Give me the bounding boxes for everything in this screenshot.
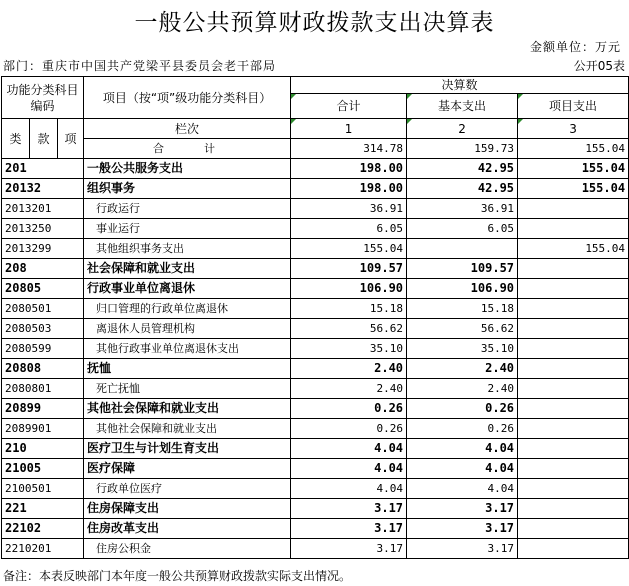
row-basic: 42.95 bbox=[407, 159, 518, 179]
row-name: 行政运行 bbox=[84, 199, 291, 219]
header-xiang: 项 bbox=[58, 119, 84, 159]
header-project: 项目支出 bbox=[518, 94, 629, 119]
row-total: 0.26 bbox=[291, 419, 407, 439]
row-code: 2013250 bbox=[2, 219, 84, 239]
row-total: 4.04 bbox=[291, 439, 407, 459]
row-project bbox=[518, 399, 629, 419]
row-project bbox=[518, 379, 629, 399]
table-row bbox=[2, 179, 629, 199]
expenditure-table-wrapper bbox=[1, 76, 628, 559]
row-name: 住房保障支出 bbox=[84, 499, 291, 519]
row-code: 22102 bbox=[2, 519, 84, 539]
header-item: 项目（按“项”级功能分类科目） bbox=[84, 77, 291, 119]
table-row bbox=[2, 419, 629, 439]
row-project bbox=[518, 439, 629, 459]
row-total: 15.18 bbox=[291, 299, 407, 319]
row-basic: 3.17 bbox=[407, 539, 518, 559]
row-project bbox=[518, 499, 629, 519]
row-basic: 2.40 bbox=[407, 359, 518, 379]
table-row bbox=[2, 259, 629, 279]
table-row bbox=[2, 459, 629, 479]
row-name: 住房改革支出 bbox=[84, 519, 291, 539]
row-total: 2.40 bbox=[291, 379, 407, 399]
total-project: 155.04 bbox=[518, 139, 629, 159]
row-total: 3.17 bbox=[291, 499, 407, 519]
row-code: 221 bbox=[2, 499, 84, 519]
row-name: 其他组织事务支出 bbox=[84, 239, 291, 259]
row-name: 其他社会保障和就业支出 bbox=[84, 419, 291, 439]
row-project bbox=[518, 339, 629, 359]
table-row bbox=[2, 319, 629, 339]
row-basic: 6.05 bbox=[407, 219, 518, 239]
header-lanci: 栏次 bbox=[84, 119, 291, 139]
table-row bbox=[2, 499, 629, 519]
total-row bbox=[2, 139, 629, 159]
row-project bbox=[518, 479, 629, 499]
row-code: 2089901 bbox=[2, 419, 84, 439]
form-number: 公开05表 bbox=[573, 59, 625, 73]
row-name: 其他行政事业单位离退休支出 bbox=[84, 339, 291, 359]
row-total: 106.90 bbox=[291, 279, 407, 299]
header-row-3 bbox=[2, 119, 629, 139]
row-basic: 15.18 bbox=[407, 299, 518, 319]
row-basic: 35.10 bbox=[407, 339, 518, 359]
row-code: 2080599 bbox=[2, 339, 84, 359]
row-code: 210 bbox=[2, 439, 84, 459]
row-project bbox=[518, 299, 629, 319]
row-name: 一般公共服务支出 bbox=[84, 159, 291, 179]
header-kuan: 款 bbox=[30, 119, 58, 159]
row-project bbox=[518, 319, 629, 339]
row-code: 208 bbox=[2, 259, 84, 279]
row-basic: 109.57 bbox=[407, 259, 518, 279]
row-total: 3.17 bbox=[291, 519, 407, 539]
table-row bbox=[2, 359, 629, 379]
row-project bbox=[518, 199, 629, 219]
row-name: 医疗卫生与计划生育支出 bbox=[84, 439, 291, 459]
unit-label: 金额单位：万元 bbox=[529, 40, 621, 54]
table-row bbox=[2, 479, 629, 499]
table-row bbox=[2, 159, 629, 179]
table-row bbox=[2, 399, 629, 419]
table-row bbox=[2, 239, 629, 259]
department-label: 部门：重庆市中国共产党梁平县委员会老干部局 bbox=[3, 59, 277, 73]
row-project bbox=[518, 259, 629, 279]
total-sum: 314.78 bbox=[291, 139, 407, 159]
row-code: 2013299 bbox=[2, 239, 84, 259]
row-basic: 3.17 bbox=[407, 499, 518, 519]
row-name: 归口管理的行政单位离退休 bbox=[84, 299, 291, 319]
row-total: 0.26 bbox=[291, 399, 407, 419]
row-name: 行政单位医疗 bbox=[84, 479, 291, 499]
row-total: 4.04 bbox=[291, 479, 407, 499]
row-total: 109.57 bbox=[291, 259, 407, 279]
table-row bbox=[2, 219, 629, 239]
row-basic: 2.40 bbox=[407, 379, 518, 399]
row-project bbox=[518, 219, 629, 239]
row-total: 6.05 bbox=[291, 219, 407, 239]
header-row-1 bbox=[2, 77, 629, 94]
row-name: 事业运行 bbox=[84, 219, 291, 239]
row-code: 2080501 bbox=[2, 299, 84, 319]
row-code: 201 bbox=[2, 159, 84, 179]
row-basic: 0.26 bbox=[407, 419, 518, 439]
row-total: 155.04 bbox=[291, 239, 407, 259]
row-code: 20132 bbox=[2, 179, 84, 199]
row-basic: 3.17 bbox=[407, 519, 518, 539]
row-code: 2013201 bbox=[2, 199, 84, 219]
row-name: 组织事务 bbox=[84, 179, 291, 199]
row-project bbox=[518, 539, 629, 559]
row-basic: 106.90 bbox=[407, 279, 518, 299]
row-basic: 4.04 bbox=[407, 479, 518, 499]
row-code: 20805 bbox=[2, 279, 84, 299]
row-total: 56.62 bbox=[291, 319, 407, 339]
row-project: 155.04 bbox=[518, 159, 629, 179]
row-project bbox=[518, 419, 629, 439]
table-row bbox=[2, 379, 629, 399]
header-lei: 类 bbox=[2, 119, 30, 159]
row-code: 2080503 bbox=[2, 319, 84, 339]
table-row bbox=[2, 439, 629, 459]
footnote: 备注：本表反映部门本年度一般公共预算财政拨款实际支出情况。 bbox=[3, 569, 352, 583]
header-final: 决算数 bbox=[291, 77, 629, 94]
row-name: 离退休人员管理机构 bbox=[84, 319, 291, 339]
total-basic: 159.73 bbox=[407, 139, 518, 159]
report-title: 一般公共预算财政拨款支出决算表 bbox=[134, 10, 495, 36]
row-basic: 4.04 bbox=[407, 459, 518, 479]
table-row bbox=[2, 199, 629, 219]
header-func-code: 功能分类科目编码 bbox=[2, 77, 84, 119]
row-project bbox=[518, 459, 629, 479]
row-total: 3.17 bbox=[291, 539, 407, 559]
row-project bbox=[518, 359, 629, 379]
row-total: 35.10 bbox=[291, 339, 407, 359]
header-col-2: 2 bbox=[407, 119, 518, 139]
row-name: 医疗保障 bbox=[84, 459, 291, 479]
row-basic: 36.91 bbox=[407, 199, 518, 219]
row-name: 抚恤 bbox=[84, 359, 291, 379]
row-total: 2.40 bbox=[291, 359, 407, 379]
row-code: 2100501 bbox=[2, 479, 84, 499]
row-project: 155.04 bbox=[518, 239, 629, 259]
table-row bbox=[2, 279, 629, 299]
row-name: 住房公积金 bbox=[84, 539, 291, 559]
row-total: 36.91 bbox=[291, 199, 407, 219]
table-row bbox=[2, 519, 629, 539]
row-code: 20899 bbox=[2, 399, 84, 419]
header-col-3: 3 bbox=[518, 119, 629, 139]
row-total: 198.00 bbox=[291, 179, 407, 199]
row-basic: 56.62 bbox=[407, 319, 518, 339]
row-code: 2210201 bbox=[2, 539, 84, 559]
row-code: 21005 bbox=[2, 459, 84, 479]
row-code: 20808 bbox=[2, 359, 84, 379]
row-basic: 4.04 bbox=[407, 439, 518, 459]
expenditure-table bbox=[1, 76, 629, 559]
row-basic: 0.26 bbox=[407, 399, 518, 419]
row-project bbox=[518, 519, 629, 539]
row-total: 198.00 bbox=[291, 159, 407, 179]
row-code: 2080801 bbox=[2, 379, 84, 399]
row-total: 4.04 bbox=[291, 459, 407, 479]
header-total: 合计 bbox=[291, 94, 407, 119]
total-label: 合 计 bbox=[84, 139, 291, 159]
row-basic: 42.95 bbox=[407, 179, 518, 199]
row-name: 其他社会保障和就业支出 bbox=[84, 399, 291, 419]
header-col-1: 1 bbox=[291, 119, 407, 139]
row-name: 社会保障和就业支出 bbox=[84, 259, 291, 279]
row-project bbox=[518, 279, 629, 299]
row-name: 行政事业单位离退休 bbox=[84, 279, 291, 299]
table-row bbox=[2, 339, 629, 359]
row-basic bbox=[407, 239, 518, 259]
row-project: 155.04 bbox=[518, 179, 629, 199]
table-row bbox=[2, 299, 629, 319]
header-basic: 基本支出 bbox=[407, 94, 518, 119]
row-name: 死亡抚恤 bbox=[84, 379, 291, 399]
table-row bbox=[2, 539, 629, 559]
